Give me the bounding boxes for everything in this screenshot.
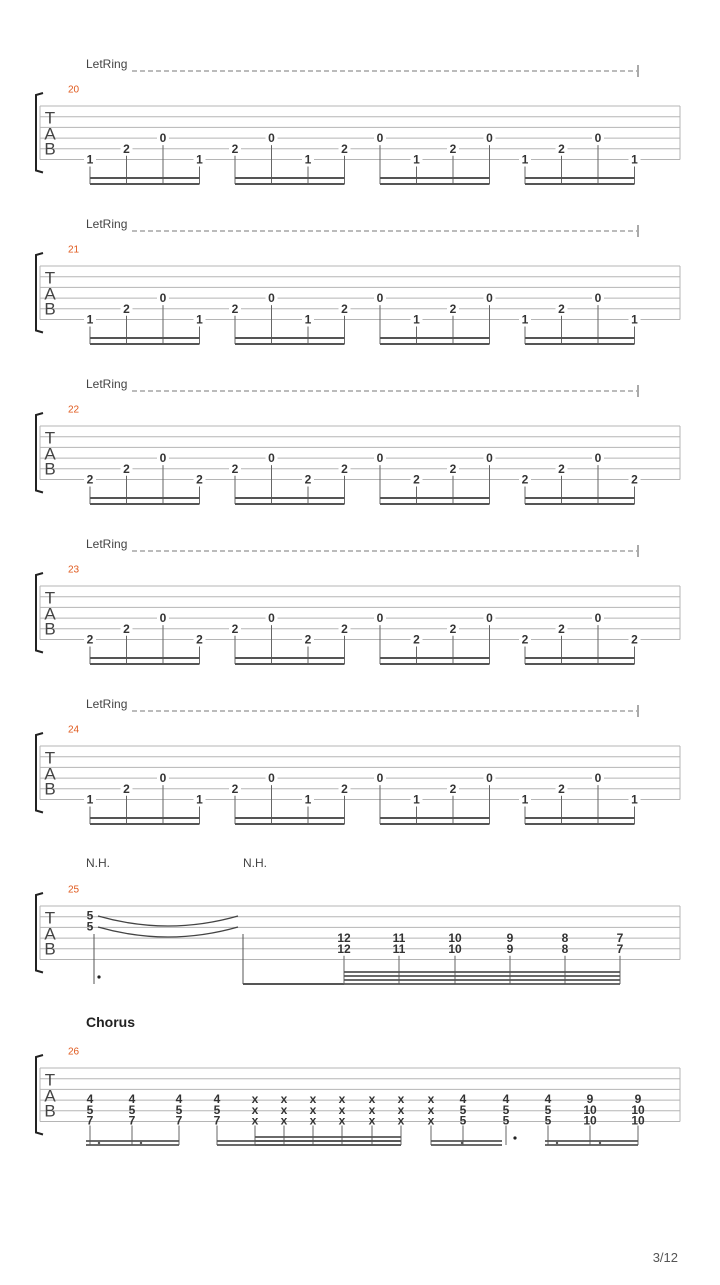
fret-number: 0 <box>159 451 167 466</box>
fret-number: 4 <box>86 1092 94 1107</box>
fret-number: 2 <box>449 781 457 796</box>
fret-number: 0 <box>376 771 384 786</box>
fret-number: 2 <box>123 461 130 476</box>
tie <box>98 927 238 937</box>
dead-note: x <box>338 1102 346 1117</box>
let-ring-label: LetRing <box>86 377 128 391</box>
dead-note: x <box>397 1113 405 1128</box>
fret-number: 0 <box>376 611 384 626</box>
fret-number: 1 <box>631 792 638 807</box>
dead-note: x <box>368 1092 376 1107</box>
fret-number: 5 <box>544 1113 552 1128</box>
fret-number: 2 <box>231 621 239 636</box>
tab-clef-letter: B <box>44 139 56 159</box>
dead-note: x <box>280 1113 288 1128</box>
dead-note: x <box>251 1102 259 1117</box>
fret-number: 0 <box>268 771 275 786</box>
fret-number: 2 <box>341 141 348 156</box>
fret-number: 12 <box>337 941 351 956</box>
fret-number: 1 <box>86 312 94 327</box>
fret-number: 0 <box>486 131 493 146</box>
measure-number: 24 <box>68 724 80 736</box>
fret-number: 0 <box>268 131 275 146</box>
measure-number: 25 <box>68 884 80 896</box>
fret-number: 2 <box>558 621 565 636</box>
fret-number: 2 <box>304 632 312 647</box>
fret-number: 1 <box>413 792 420 807</box>
harmonic-fret: 5 <box>86 908 94 923</box>
dead-note: x <box>427 1102 435 1117</box>
tab-clef-letter: B <box>44 619 56 639</box>
fret-number: 0 <box>594 131 602 146</box>
fret-number: 1 <box>86 792 94 807</box>
fret-number: 2 <box>231 461 239 476</box>
fret-number: 2 <box>341 461 348 476</box>
fret-number: 1 <box>304 792 312 807</box>
fret-number: 2 <box>631 632 638 647</box>
dead-note: x <box>280 1102 288 1117</box>
fret-number: 1 <box>521 792 529 807</box>
fret-number: 7 <box>616 941 624 956</box>
fret-number: 0 <box>159 291 167 306</box>
measure-number: 20 <box>68 84 80 96</box>
fret-number: 2 <box>413 472 420 487</box>
dead-note: x <box>397 1092 405 1107</box>
fret-number: 12 <box>337 931 351 946</box>
tab-clef-letter: B <box>44 779 56 799</box>
fret-number: 2 <box>196 472 203 487</box>
dead-note: x <box>309 1102 317 1117</box>
fret-number: 0 <box>159 611 167 626</box>
fret-number: 9 <box>634 1092 642 1107</box>
fret-number: 10 <box>631 1113 645 1128</box>
fret-number: 10 <box>583 1113 597 1128</box>
tab-clef-letter: A <box>44 604 56 624</box>
nh-label: N.H. <box>86 856 110 870</box>
let-ring-label: LetRing <box>86 537 128 551</box>
fret-number: 1 <box>413 312 420 327</box>
fret-number: 2 <box>449 301 457 316</box>
tab-clef-letter: B <box>44 939 56 959</box>
fret-number: 4 <box>213 1092 221 1107</box>
fret-number: 7 <box>616 931 624 946</box>
fret-number: 0 <box>486 291 493 306</box>
fret-number: 0 <box>268 611 275 626</box>
fret-number: 2 <box>231 141 239 156</box>
dead-note: x <box>338 1092 346 1107</box>
tab-clef-letter: A <box>44 284 56 304</box>
fret-number: 1 <box>86 152 94 167</box>
dead-note: x <box>309 1092 317 1107</box>
fret-number: 2 <box>196 632 203 647</box>
beam-dot <box>556 1142 558 1144</box>
let-ring-label: LetRing <box>86 217 128 231</box>
fret-number: 2 <box>521 472 529 487</box>
tab-clef-letter: T <box>44 428 56 448</box>
fret-number: 0 <box>268 451 275 466</box>
tie <box>98 916 238 926</box>
fret-number: 9 <box>506 931 514 946</box>
tab-clef-letter: A <box>44 924 56 944</box>
fret-number: 2 <box>123 301 130 316</box>
dead-note: x <box>309 1113 317 1128</box>
fret-number: 1 <box>196 152 203 167</box>
page-number: 3/12 <box>652 1250 678 1265</box>
fret-number: 7 <box>213 1113 221 1128</box>
let-ring-label: LetRing <box>86 697 128 711</box>
fret-number: 2 <box>123 141 130 156</box>
fret-number: 1 <box>304 312 312 327</box>
fret-number: 2 <box>449 141 457 156</box>
dead-note: x <box>397 1102 405 1117</box>
fret-number: 0 <box>594 451 602 466</box>
fret-number: 10 <box>631 1102 645 1117</box>
fret-number: 7 <box>128 1113 136 1128</box>
fret-number: 9 <box>586 1092 594 1107</box>
fret-number: 10 <box>583 1102 597 1117</box>
tab-clef-letter: T <box>44 588 56 608</box>
fret-number: 4 <box>544 1092 552 1107</box>
fret-number: 5 <box>502 1102 510 1117</box>
dead-note: x <box>280 1092 288 1107</box>
tab-clef-letter: A <box>44 1086 56 1106</box>
fret-number: 2 <box>341 781 348 796</box>
fret-number: 4 <box>128 1092 136 1107</box>
fret-number: 2 <box>341 621 348 636</box>
fret-number: 1 <box>521 152 529 167</box>
measure-number: 23 <box>68 564 80 576</box>
fret-number: 5 <box>128 1102 136 1117</box>
measure-number: 22 <box>68 404 80 416</box>
fret-number: 0 <box>376 131 384 146</box>
dot <box>97 975 100 978</box>
fret-number: 10 <box>448 931 462 946</box>
fret-number: 0 <box>594 291 602 306</box>
fret-number: 4 <box>175 1092 183 1107</box>
fret-number: 2 <box>231 301 239 316</box>
nh-label: N.H. <box>243 856 267 870</box>
beam-dot <box>98 1142 100 1144</box>
fret-number: 4 <box>502 1092 510 1107</box>
fret-number: 0 <box>486 611 493 626</box>
fret-number: 5 <box>86 1102 94 1117</box>
fret-number: 1 <box>521 312 529 327</box>
fret-number: 0 <box>376 291 384 306</box>
fret-number: 0 <box>594 611 602 626</box>
fret-number: 2 <box>449 621 457 636</box>
fret-number: 0 <box>159 131 167 146</box>
fret-number: 10 <box>448 941 462 956</box>
fret-number: 2 <box>231 781 239 796</box>
tab-clef-letter: B <box>44 459 56 479</box>
fret-number: 7 <box>86 1113 94 1128</box>
fret-number: 2 <box>123 781 130 796</box>
fret-number: 5 <box>213 1102 221 1117</box>
tab-clef-letter: A <box>44 764 56 784</box>
harmonic-fret: 5 <box>86 919 94 934</box>
tab-clef-letter: T <box>44 1070 56 1090</box>
section-label-chorus: Chorus <box>86 1014 135 1030</box>
fret-number: 11 <box>392 941 406 956</box>
fret-number: 5 <box>544 1102 552 1117</box>
tab-clef-letter: B <box>44 299 56 319</box>
measure-number: 21 <box>68 244 80 256</box>
tab-clef-letter: T <box>44 748 56 768</box>
fret-number: 2 <box>304 472 312 487</box>
tab-clef-letter: B <box>44 1101 56 1121</box>
fret-number: 2 <box>558 461 565 476</box>
fret-number: 2 <box>86 632 94 647</box>
fret-number: 2 <box>558 781 565 796</box>
beam-dot <box>599 1142 601 1144</box>
fret-number: 0 <box>486 451 493 466</box>
measure-number: 26 <box>68 1046 80 1058</box>
fret-number: 8 <box>561 931 569 946</box>
fret-number: 1 <box>631 152 638 167</box>
fret-number: 0 <box>376 451 384 466</box>
fret-number: 2 <box>341 301 348 316</box>
fret-number: 2 <box>631 472 638 487</box>
dead-note: x <box>338 1113 346 1128</box>
fret-number: 9 <box>506 941 514 956</box>
fret-number: 1 <box>304 152 312 167</box>
dead-note: x <box>251 1113 259 1128</box>
fret-number: 2 <box>521 632 529 647</box>
fret-number: 0 <box>486 771 493 786</box>
dead-note: x <box>427 1113 435 1128</box>
tab-clef-letter: A <box>44 444 56 464</box>
fret-number: 5 <box>459 1102 467 1117</box>
dot <box>513 1136 516 1139</box>
tab-clef-letter: T <box>44 268 56 288</box>
fret-number: 5 <box>459 1113 467 1128</box>
dead-note: x <box>368 1113 376 1128</box>
beam-dot <box>140 1142 142 1144</box>
fret-number: 7 <box>175 1113 183 1128</box>
fret-number: 1 <box>196 312 203 327</box>
fret-number: 0 <box>159 771 167 786</box>
fret-number: 0 <box>268 291 275 306</box>
fret-number: 2 <box>413 632 420 647</box>
fret-number: 4 <box>459 1092 467 1107</box>
fret-number: 1 <box>413 152 420 167</box>
fret-number: 2 <box>558 301 565 316</box>
beam-dot <box>461 1142 463 1144</box>
fret-number: 1 <box>631 312 638 327</box>
let-ring-label: LetRing <box>86 57 128 71</box>
fret-number: 0 <box>594 771 602 786</box>
dead-note: x <box>251 1092 259 1107</box>
tab-clef-letter: A <box>44 124 56 144</box>
fret-number: 5 <box>502 1113 510 1128</box>
fret-number: 11 <box>392 931 406 946</box>
tab-clef-letter: T <box>44 908 56 928</box>
fret-number: 5 <box>175 1102 183 1117</box>
fret-number: 1 <box>196 792 203 807</box>
fret-number: 2 <box>123 621 130 636</box>
fret-number: 2 <box>86 472 94 487</box>
tab-clef-letter: T <box>44 108 56 128</box>
dead-note: x <box>368 1102 376 1117</box>
dead-note: x <box>427 1092 435 1107</box>
fret-number: 2 <box>449 461 457 476</box>
fret-number: 8 <box>561 941 569 956</box>
fret-number: 2 <box>558 141 565 156</box>
